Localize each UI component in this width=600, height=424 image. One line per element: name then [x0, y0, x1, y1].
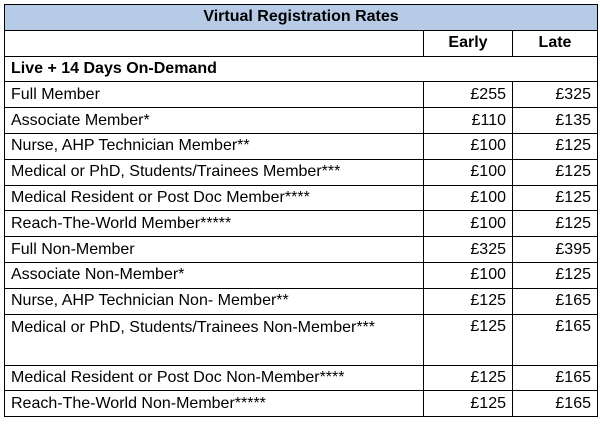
table-row — [5, 288, 598, 314]
row-late: £125 — [513, 133, 598, 159]
row-early: £110 — [424, 108, 513, 134]
row-label: Medical or PhD, Students/Trainees Non-Member*** — [5, 314, 424, 365]
table-row — [5, 82, 598, 108]
row-late: £395 — [513, 237, 598, 263]
row-early: £100 — [424, 185, 513, 211]
row-label: Medical Resident or Post Doc Non-Member**** — [5, 365, 424, 391]
table-row — [5, 185, 598, 211]
header-label — [5, 30, 424, 56]
row-late: £125 — [513, 185, 598, 211]
row-label: Reach-The-World Member***** — [5, 211, 424, 237]
row-late: £125 — [513, 159, 598, 185]
section-title: Live + 14 Days On-Demand — [5, 56, 598, 82]
table-row — [5, 314, 598, 365]
row-label: Full Non-Member — [5, 237, 424, 263]
row-late: £125 — [513, 211, 598, 237]
row-late: £165 — [513, 391, 598, 417]
table-row — [5, 133, 598, 159]
table-row — [5, 159, 598, 185]
row-late: £165 — [513, 314, 598, 365]
row-late: £325 — [513, 82, 598, 108]
table-title: Virtual Registration Rates — [5, 5, 598, 31]
row-label: Associate Non-Member* — [5, 262, 424, 288]
table-row — [5, 391, 598, 417]
row-late: £165 — [513, 365, 598, 391]
row-early: £125 — [424, 314, 513, 365]
row-late: £125 — [513, 262, 598, 288]
title-row — [5, 5, 598, 31]
rates-table — [4, 4, 598, 417]
row-label: Nurse, AHP Technician Member** — [5, 133, 424, 159]
table-row — [5, 108, 598, 134]
row-early: £100 — [424, 211, 513, 237]
table-row — [5, 211, 598, 237]
row-early: £255 — [424, 82, 513, 108]
table-row — [5, 237, 598, 263]
row-label: Reach-The-World Non-Member***** — [5, 391, 424, 417]
row-late: £135 — [513, 108, 598, 134]
header-late: Late — [513, 30, 598, 56]
row-label: Medical Resident or Post Doc Member**** — [5, 185, 424, 211]
row-label: Medical or PhD, Students/Trainees Member*** — [5, 159, 424, 185]
row-early: £100 — [424, 133, 513, 159]
row-early: £100 — [424, 262, 513, 288]
section-row — [5, 56, 598, 82]
row-early: £125 — [424, 391, 513, 417]
row-label: Nurse, AHP Technician Non- Member** — [5, 288, 424, 314]
table-row — [5, 365, 598, 391]
row-label: Full Member — [5, 82, 424, 108]
row-early: £125 — [424, 288, 513, 314]
row-early: £325 — [424, 237, 513, 263]
row-label: Associate Member* — [5, 108, 424, 134]
header-row — [5, 30, 598, 56]
table-row — [5, 262, 598, 288]
header-early: Early — [424, 30, 513, 56]
row-late: £165 — [513, 288, 598, 314]
row-early: £125 — [424, 365, 513, 391]
row-early: £100 — [424, 159, 513, 185]
